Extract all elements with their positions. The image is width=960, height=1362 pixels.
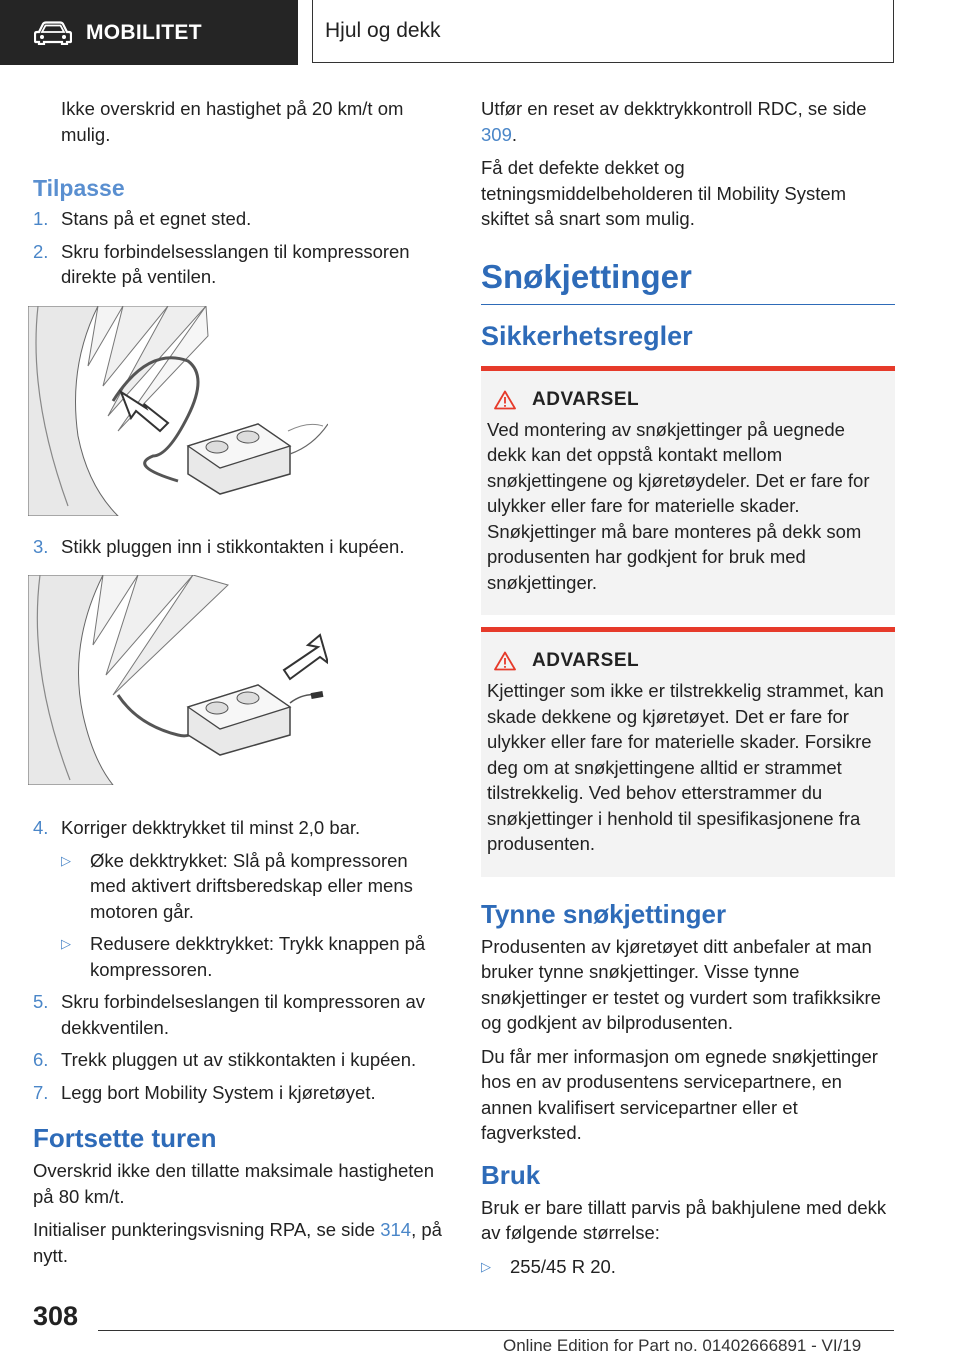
sub-item: [61, 931, 448, 982]
left-column: [33, 96, 448, 1276]
warning-text: Ved montering av snøkjettinger på uegnede dekk kan det oppstå kontakt mellom snøkjettingene og kjøretøydeler. Det er fare for ulykker eller fare for materielle skader. Snøkjettinger må bare monteres på dekk som produsenten har godkjent for bruk med snøkjettinger.: [487, 418, 870, 593]
car-icon: [34, 21, 72, 45]
text-span: , på nytt.: [33, 1219, 442, 1266]
bullet-triangle-icon: ▷: [61, 936, 71, 951]
warning-title: ADVARSEL: [532, 388, 640, 410]
compressor-plug-illustration: [28, 575, 328, 785]
tynne-text-2: Du får mer informasjon om egnede snøkjettinger hos en av produsentens servicepartnere, en annen kvalifisert servicepartner eller et fagverksted.: [481, 1045, 878, 1143]
bullet-triangle-icon: ▷: [61, 852, 71, 868]
heading-sikkerhetsregler: Sikkerhetsregler: [481, 320, 693, 351]
heading-snokjettinger: Snøkjettinger: [481, 258, 895, 305]
chapter-title: Hjul og dekk: [325, 19, 441, 42]
warning-box: [481, 627, 895, 877]
text-span: Initialiser punkteringsvisning RPA, se side: [33, 1219, 381, 1240]
edition-text: Online Edition for Part no. 01402666891 - VI/19: [503, 1336, 862, 1355]
right-column: [481, 96, 895, 1286]
intro-text: Ikke overskrid en hastighet på 20 km/t om mulig.: [61, 98, 404, 145]
footer-divider: [98, 1330, 894, 1331]
tynne-text-1: Produsenten av kjøretøyet ditt anbefaler at man bruker tynne snøkjettinger. Visse tynne snøkjettinger er testet og vurdert som trafikksikre og godkjent av bilprodusenten.: [481, 935, 881, 1033]
step-text: Skru forbindelseslangen til kompressoren av dekkventilen.: [61, 991, 426, 1038]
chapter-header: [312, 0, 894, 63]
step-item: [33, 815, 448, 841]
step-text: Trekk pluggen ut av stikkontakten i kupéen.: [61, 1049, 417, 1070]
warning-triangle-icon: [494, 651, 516, 671]
sub-item: [61, 848, 448, 925]
bullet-triangle-icon: ▷: [481, 1258, 491, 1274]
step-number: 4.: [33, 817, 49, 838]
step-text: Stikk pluggen inn i stikkontakten i kupéen.: [61, 535, 405, 557]
step-number: 2.: [33, 240, 49, 262]
section-title: MOBILITET: [86, 20, 202, 44]
page-link-314[interactable]: 314: [380, 1219, 412, 1240]
step-number: 7.: [33, 1081, 49, 1103]
warning-text: Kjettinger som ikke er tilstrekkelig strammet, kan skade dekkene og kjøretøyet. Det er fare for ulykker eller fare for materielle skader. Forsikre deg om at snøkjettingene alltid er strammet tilstrekkelig. Ved behov etterstrammer du snøkjettinger i henhold til spesifikasjonene fra produsenten.: [487, 680, 884, 854]
step-text: Stans på et egnet sted.: [61, 208, 252, 229]
sub-item-text: 255/45 R 20.: [510, 1255, 616, 1277]
heading-tilpasse: Tilpasse: [33, 175, 125, 201]
step-item: [33, 1047, 448, 1073]
sub-item-text: Øke dekktrykket: Slå på kompressoren med aktivert driftsberedskap eller mens motoren går.: [90, 849, 413, 922]
step-item: [33, 1080, 448, 1106]
illustration-plug-socket: [28, 575, 318, 815]
step-text: Korriger dekktrykket til minst 2,0 bar.: [61, 817, 361, 838]
step-number: 5.: [33, 991, 49, 1012]
section-tab: [0, 0, 298, 65]
fortsette-text-2: [33, 1217, 448, 1268]
heading-tynne-snokjettinger: Tynne snøkjettinger: [481, 898, 727, 929]
step-number: 1.: [33, 208, 49, 229]
step-item: [33, 239, 448, 290]
reset-text: [481, 96, 895, 147]
step-item: [33, 989, 448, 1040]
illustration-connect-hose: [28, 306, 318, 534]
sub-item-text: Redusere dekktrykket: Trykk knappen på kompressoren.: [90, 933, 426, 980]
warning-title: ADVARSEL: [532, 650, 640, 671]
bruk-text: Bruk er bare tillatt parvis på bakhjulene med dekk av følgende størrelse:: [481, 1196, 887, 1243]
fortsette-text-1: Overskrid ikke den tillatte maksimale hastigheten på 80 km/t.: [33, 1160, 435, 1207]
compressor-illustration: [28, 306, 328, 516]
page-number: 308: [33, 1301, 79, 1331]
step-number: 3.: [33, 535, 49, 557]
step-number: 6.: [33, 1049, 49, 1070]
warning-triangle-icon: [494, 390, 516, 410]
text-span: .: [511, 123, 518, 145]
step-text: Skru forbindelsesslangen til kompressoren direkte på ventilen.: [61, 240, 410, 287]
text-span: Utfør en reset av dekktrykkontroll RDC, se side: [481, 98, 867, 119]
warning-header: [494, 650, 889, 672]
step-item: [33, 206, 448, 232]
step-text: Legg bort Mobility System i kjøretøyet.: [61, 1081, 376, 1103]
warning-header: [494, 389, 889, 411]
warning-box: [481, 366, 895, 616]
page-link-309[interactable]: 309: [481, 123, 512, 145]
heading-fortsette-turen: Fortsette turen: [33, 1123, 217, 1153]
replace-text: Få det defekte dekket og tetningsmiddelbeholderen til Mobility System skiftet så snart som mulig.: [481, 157, 847, 229]
heading-bruk: Bruk: [481, 1159, 541, 1190]
step-item: [33, 534, 448, 560]
sub-item: [481, 1254, 895, 1280]
